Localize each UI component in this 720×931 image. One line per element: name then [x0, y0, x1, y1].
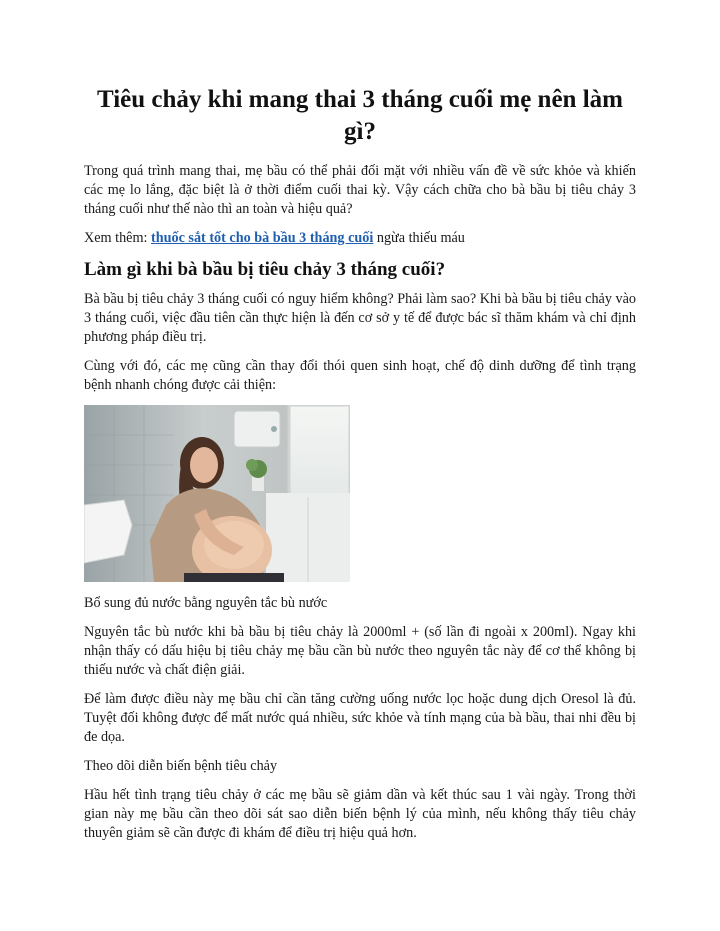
section-paragraph-2: Cùng với đó, các mẹ cũng cần thay đổi thói quen sinh hoạt, chế độ dinh dưỡng để tình trạng bệnh nhanh chóng được cải thiện: [84, 358, 636, 393]
subheading-monitoring: Theo dõi diễn biến bệnh tiêu chảy [84, 758, 278, 774]
hydration-paragraph-2: Để làm được điều này mẹ bầu chỉ cần tăng cường uống nước lọc hoặc dung dịch Oresol là đủ. Tuyệt đối không được để mất nước quá nhiều, sức khỏe và tính mạng của bà bầu, thai nhi đều bị đe dọa. [84, 691, 636, 745]
see-also-line [84, 229, 636, 248]
subheading-hydration: Bổ sung đủ nước bằng nguyên tắc bù nước [84, 595, 328, 611]
section-paragraph-1: Bà bầu bị tiêu chảy 3 tháng cuối có nguy hiểm không? Phải làm sao? Khi bà bầu bị tiêu chảy vào 3 tháng cuối, việc đầu tiên cần thực hiện là đến cơ sở y tế để được bác sĩ thăm khám và chỉ định phương pháp điều trị. [84, 291, 636, 345]
intro-paragraph: Trong quá trình mang thai, mẹ bầu có thể phải đối mặt với nhiều vấn đề về sức khỏe và khiến các mẹ lo lắng, đặc biệt là ở thời điểm cuối thai kỳ. Vậy cách chữa cho bà bầu bị tiêu chảy 3 tháng cuối như thế nào thì an toàn và hiệu quả? [84, 163, 636, 217]
see-also-suffix: ngừa thiếu máu [373, 230, 465, 246]
pregnant-woman-bathroom-photo [84, 405, 350, 582]
monitoring-paragraph: Hầu hết tình trạng tiêu chảy ở các mẹ bầu sẽ giảm dần và kết thúc sau 1 vài ngày. Trong thời gian này mẹ bầu cần theo dõi sát sao diễn biến bệnh lý của mình, nếu không thấy tiêu chảy thuyên giảm sẽ cần được đi khám để điều trị hiệu quả hơn. [84, 787, 636, 841]
page-title: Tiêu chảy khi mang thai 3 tháng cuối mẹ nên làm gì? [96, 86, 623, 145]
iron-supplement-link[interactable]: thuốc sắt tốt cho bà bầu 3 tháng cuối [150, 230, 374, 246]
see-also-prefix: Xem thêm: [84, 230, 151, 246]
hydration-paragraph-1: Nguyên tắc bù nước khi bà bầu bị tiêu chảy là 2000ml + (số lần đi ngoài x 200ml). Ngay khi nhận thấy có dấu hiệu bị tiêu chảy mẹ bầu cần bù nước theo nguyên tắc này để cơ thể không bị thiếu nước và chất điện giải. [84, 624, 636, 678]
section-heading: Làm gì khi bà bầu bị tiêu chảy 3 tháng cuối? [84, 259, 446, 280]
